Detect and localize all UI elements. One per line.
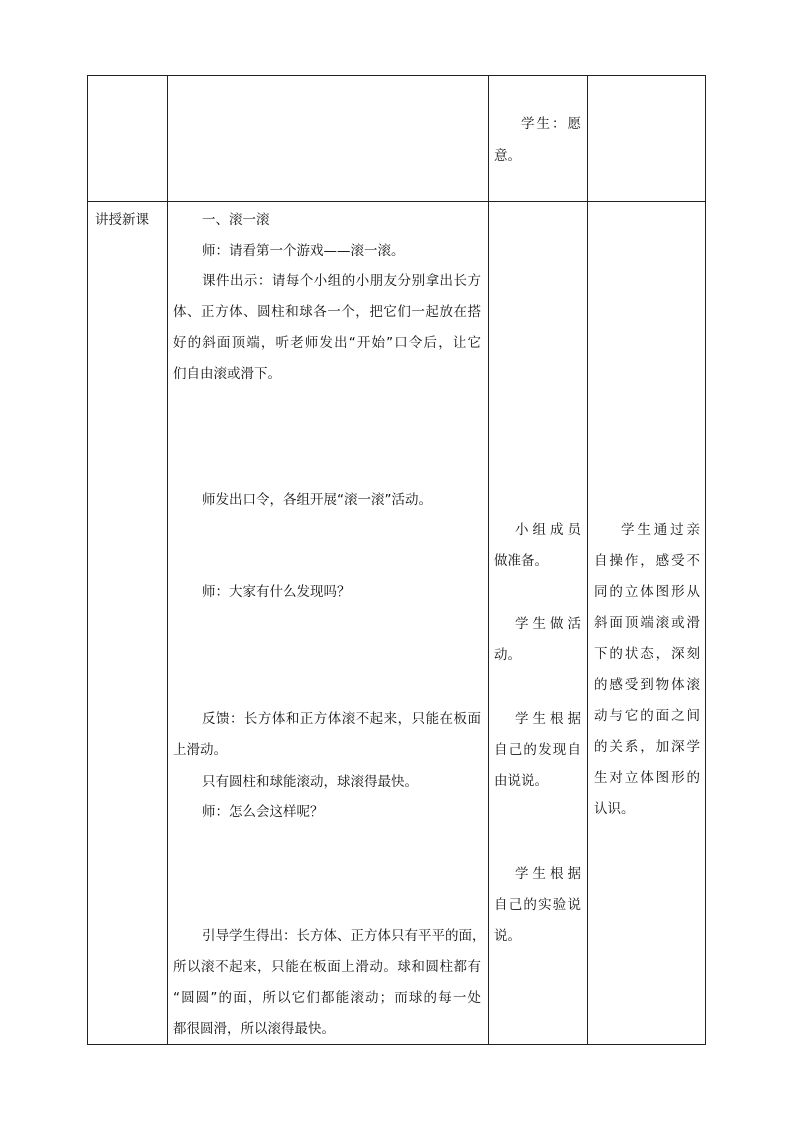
guided-conclusion: 引导学生得出：长方体、正方体只有平平的面， 所以滚不起来，只能在板面上滑动。球和圆柱都有 “圆圆”的面，所以它们都能滚动；而球的每一处 都很圆滑，所以滚得最快。 xyxy=(173,928,486,1037)
lesson-plan-table xyxy=(87,75,706,1045)
student-response-willing: 学生：愿 意。 xyxy=(494,116,581,164)
student-activity-experiment: 学生根据 自己的实验说 说。 xyxy=(494,866,581,944)
teacher-question-discovery: 师：大家有什么发现吗？ xyxy=(202,584,351,600)
feedback-paragraph: 反馈：长方体和正方体滚不起来，只能在板面 上滑动。 xyxy=(173,711,481,758)
design-intent: 学生通过亲 自操作，感受不 同的立体图形从 斜面顶端滚或滑 下的状态，深刻 的感受到物体滚 动与它的面之间 的关系，加深学 生对立体图形的 认识。 xyxy=(594,522,700,817)
feedback-cylinder-ball: 只有圆柱和球能滚动，球滚得最快。 xyxy=(202,774,418,790)
row-divider xyxy=(88,201,705,202)
courseware-instructions: 课件出示：请每个小组的小朋友分别拿出长方 体、正方体、圆柱和球各一个，把它们一起放在搭 好的斜面顶端，听老师发出“开始”口令后，让它 们自由滚或滑下。 xyxy=(173,273,481,382)
section-label: 讲授新课 xyxy=(95,212,149,228)
student-activity-discuss: 学生根据 自己的发现自 由说说。 xyxy=(494,711,581,789)
column-divider-1 xyxy=(167,76,168,1044)
student-activity-do: 学生做活 动。 xyxy=(494,616,581,663)
teacher-command: 师发出口令，各组开展“滚一滚”活动。 xyxy=(202,492,432,508)
column-divider-3 xyxy=(587,76,588,1044)
teacher-question-why: 师：怎么会这样呢？ xyxy=(202,804,324,820)
student-activity-prepare: 小组成员 做准备。 xyxy=(494,522,581,569)
column-divider-2 xyxy=(488,76,489,1044)
heading-roll: 一、滚一滚 xyxy=(202,212,270,228)
teacher-line-game: 师：请看第一个游戏——滚一滚。 xyxy=(202,243,405,259)
